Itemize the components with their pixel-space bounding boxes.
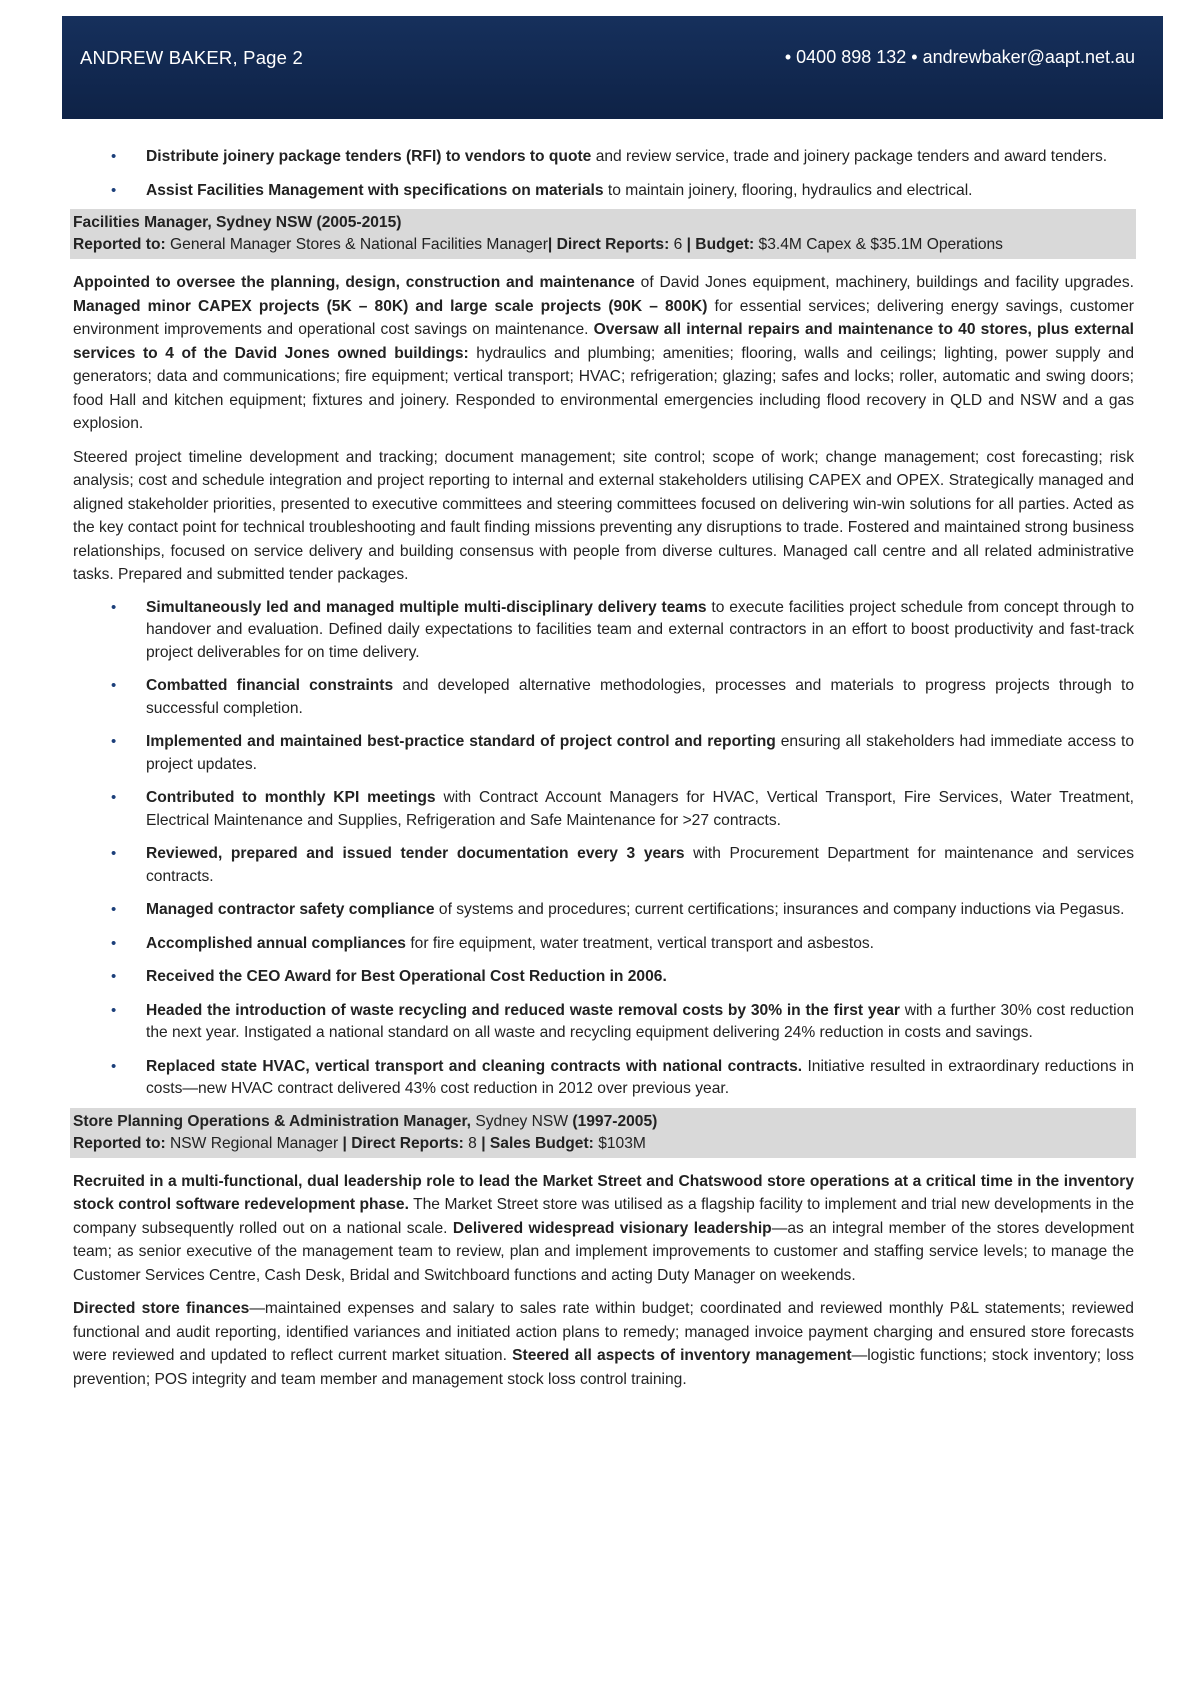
bullet-icon: •: [111, 598, 117, 616]
role-title: Store Planning Operations & Administration Manager, Sydney NSW (1997-2005): [73, 1112, 658, 1130]
list-item: • Assist Facilities Management with specifications on materials to maintain joinery, flooring, hydraulics and electrical.: [73, 180, 1134, 203]
bullet-icon: •: [111, 901, 117, 918]
header-contact: • 0400 898 132 • andrewbaker@aapt.net.au: [784, 47, 1135, 67]
list-item: • Reviewed, prepared and issued tender documentation every 3 years with Procurement Department for maintenance and services contracts.: [111, 845, 1134, 885]
role-heading-facilities-manager: [70, 209, 1136, 259]
role-details: Reported to: General Manager Stores & National Facilities Manager| Direct Reports: 6 | Budget: $3.4M Capex & $35.1M Operations: [73, 236, 1003, 253]
list-item: • Received the CEO Award for Best Operational Cost Reduction in 2006.: [73, 966, 1134, 989]
top-bullet-list: [73, 146, 1134, 202]
resume-content: [73, 146, 1134, 1391]
bullet-icon: •: [111, 934, 117, 952]
list-item: • Managed contractor safety compliance of systems and procedures; current certifications; insurances and company inductions via Pegasus.: [73, 899, 1134, 922]
bullet-icon: •: [111, 148, 117, 165]
bullet-icon: •: [111, 845, 117, 862]
bullet-icon: •: [111, 1001, 117, 1019]
role-paragraph: Appointed to oversee the planning, design, construction and maintenance of David Jones equipment, machinery, buildings and facility upgrades. Managed minor CAPEX projects (5K – 80K) and large scale projects (90K – 800K) for essential services; delivering energy savings, customer environment improvements and operational cost savings on maintenance. Oversaw all internal repairs and maintenance to 40 stores, plus external services to 4 of the David Jones owned buildings: hydraulics and plumbing; amenities; flooring, walls and ceilings; lighting, power supply and generators; data and communications; fire equipment; vertical transport; HVAC; refrigeration; glazing; safes and locks; roller, automatic and swing doors; food Hall and kitchen equipment; fixtures and joinery. Responded to environmental emergencies including flood recovery in QLD and NSW and a gas explosion.: [73, 274, 1135, 432]
list-item: • Contributed to monthly KPI meetings with Contract Account Managers for HVAC, Vertical Transport, Fire Services, Water Treatment, Electrical Maintenance and Supplies, Refrigeration and Safe Maintenance for >27 contracts.: [111, 789, 1134, 829]
list-item: • Accomplished annual compliances for fire equipment, water treatment, vertical transport and asbestos.: [73, 933, 1134, 956]
bullet-icon: •: [111, 677, 117, 694]
list-item: • Distribute joinery package tenders (RFI) to vendors to quote and review service, trade and joinery package tenders and award tenders.: [73, 146, 1134, 169]
list-item: • Implemented and maintained best-practice standard of project control and reporting ensuring all stakeholders had immediate access to project updates.: [111, 733, 1134, 773]
page-header: [62, 16, 1163, 119]
header-name: ANDREW BAKER, Page 2: [80, 47, 303, 68]
role-paragraph: Recruited in a multi-functional, dual leadership role to lead the Market Street and Chatswood store operations at a critical time in the inventory stock control software redevelopment phase. The Market Street store was utilised as a flagship facility to implement and trial new developments in the company subsequently rolled out on a national scale. Delivered widespread visionary leadership—as an integral member of the stores development team; as senior executive of the management team to review, plan and implement improvements to customer and staffing service levels; to manage the Customer Services Centre, Cash Desk, Bridal and Switchboard functions and acting Duty Manager on weekends.: [73, 1172, 1135, 1284]
list-item: • Simultaneously led and managed multiple multi-disciplinary delivery teams to execute facilities project schedule from concept through to handover and evaluation. Defined daily expectations to facilities team and external contractors in an effort to boost productivity and fast-track project deliverables for on time delivery.: [111, 598, 1134, 661]
list-item: • Replaced state HVAC, vertical transport and cleaning contracts with national contracts. Initiative resulted in extraordinary reductions in costs—new HVAC contract delivered 43% cost reduction in 2012 over previous year.: [111, 1057, 1134, 1097]
bullet-icon: •: [111, 789, 117, 806]
bullet-icon: •: [111, 733, 117, 750]
role-paragraph: Directed store finances—maintained expenses and salary to sales rate within budget; coordinated and reviewed monthly P&L statements; reviewed functional and audit reporting, identified variances and initiated action plans to remedy; managed invoice payment charging and ensured store forecasts were reviewed and updated to reflect current market situation. Steered all aspects of inventory management—logistic functions; stock inventory; loss prevention; POS integrity and team member and management stock loss control training.: [73, 1300, 1134, 1388]
role-paragraph: Steered project timeline development and tracking; document management; site control; scope of work; change management; cost forecasting; risk analysis; cost and schedule integration and project reporting to internal and external stakeholders utilising CAPEX and OPEX. Strategically managed and aligned stakeholder priorities, presented to executive committees and steering committees focused on delivering win-win solutions for all parties. Acted as the key contact point for technical troubleshooting and fault finding missions preventing any disruptions to trade. Fostered and maintained strong business relationships, focused on service delivery and building consensus with people from diverse cultures. Managed call centre and all related administrative tasks. Prepared and submitted tender packages.: [73, 448, 1134, 583]
bullet-icon: •: [111, 1057, 117, 1075]
role-heading-store-planning: [70, 1108, 1136, 1158]
list-item: • Headed the introduction of waste recycling and reduced waste removal costs by 30% in the first year with a further 30% cost reduction the next year. Instigated a national standard on all waste and recycling equipment delivering 24% reduction in costs and savings.: [111, 1001, 1134, 1041]
achievement-list: [73, 597, 1134, 1101]
bullet-icon: •: [111, 181, 117, 199]
role-details: Reported to: NSW Regional Manager | Direct Reports: 8 | Sales Budget: $103M: [73, 1134, 646, 1152]
list-item: • Combatted financial constraints and developed alternative methodologies, processes and materials to progress projects through to successful completion.: [111, 677, 1134, 717]
role-title: Facilities Manager, Sydney NSW (2005-2015): [73, 214, 402, 231]
bullet-icon: •: [111, 968, 117, 985]
